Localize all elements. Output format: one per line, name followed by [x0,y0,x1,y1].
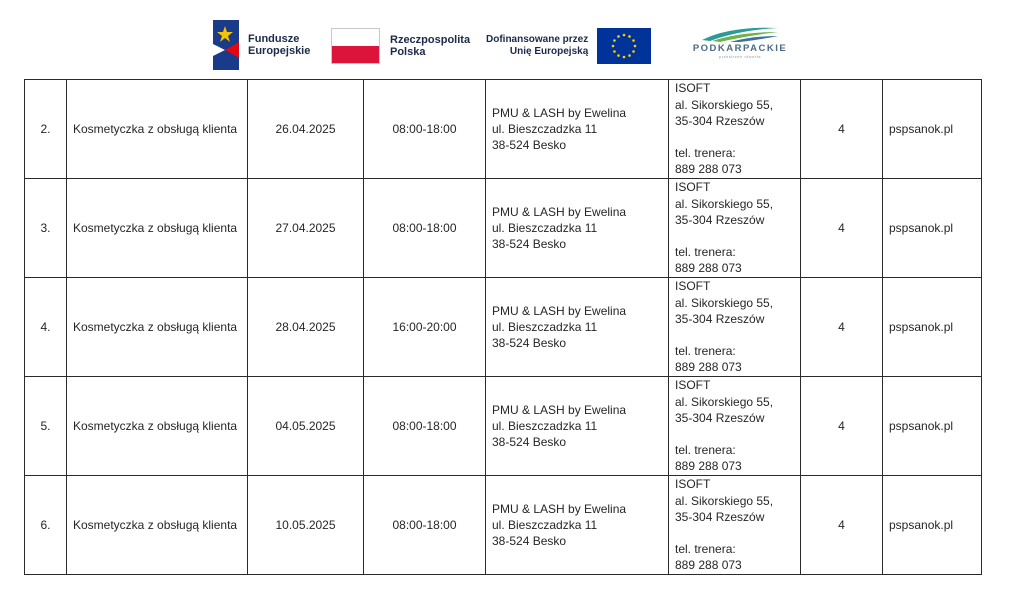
location-line-1: PMU & LASH by Ewelina [492,502,627,516]
row-number: 5. [25,377,67,476]
course-date: 04.05.2025 [248,377,364,476]
course-time: 08:00-18:00 [364,179,486,278]
trainer-street: al. Sikorskiego 55, [675,97,774,112]
eu-star-icon [628,35,631,38]
participant-count: 4 [801,377,883,476]
trainer-phone-label: tel. trenera: [675,146,736,161]
trainer-phone-label: tel. trenera: [675,245,736,260]
course-name: Kosmetyczka z obsługą klienta [67,80,248,179]
trainer-name: ISOFT [675,180,711,195]
location-line-2: ul. Bieszczadzka 11 [492,122,598,136]
fundusze-line-1: Fundusze [248,33,300,45]
trainer-info [669,278,801,377]
table-row [25,476,982,575]
row-number: 4. [25,278,67,377]
trainer-name: ISOFT [675,279,711,294]
fundusze-europejskie-emblem-icon [211,20,241,70]
row-number: 3. [25,179,67,278]
eu-flag-icon [597,28,651,64]
eu-star-icon [628,54,631,57]
trainer-phone: 889 288 073 [675,558,742,573]
course-time: 16:00-20:00 [364,278,486,377]
trainer-name: ISOFT [675,378,711,393]
course-time: 08:00-18:00 [364,80,486,179]
eu-star-icon [613,50,616,53]
fundusze-europejskie-logo [211,20,310,70]
website-link[interactable]: pspsanok.pl [883,278,982,377]
trainer-street: al. Sikorskiego 55, [675,196,774,211]
trainer-street: al. Sikorskiego 55, [675,394,774,409]
podkarpackie-swoosh-icon [700,24,780,42]
location-line-3: 38-524 Besko [492,237,567,251]
location-line-3: 38-524 Besko [492,534,567,548]
course-location [486,179,669,278]
funding-logo-bar [0,0,1024,80]
training-schedule-table [24,79,982,575]
trainer-phone-label: tel. trenera: [675,344,736,359]
eu-star-icon [623,56,626,59]
participant-count: 4 [801,476,883,575]
eu-star-icon [617,54,620,57]
location-line-1: PMU & LASH by Ewelina [492,205,627,219]
course-date: 10.05.2025 [248,476,364,575]
eu-star-icon [632,50,635,53]
unia-europejska-logo [486,28,651,64]
participant-count: 4 [801,179,883,278]
location-line-2: ul. Bieszczadzka 11 [492,419,598,433]
course-date: 26.04.2025 [248,80,364,179]
course-location [486,377,669,476]
website-link[interactable]: pspsanok.pl [883,179,982,278]
location-line-1: PMU & LASH by Ewelina [492,403,627,417]
location-line-2: ul. Bieszczadzka 11 [492,518,598,532]
website-link[interactable]: pspsanok.pl [883,80,982,179]
trainer-phone: 889 288 073 [675,459,742,474]
trainer-city: 35-304 Rzeszów [675,212,765,227]
trainer-phone-label: tel. trenera: [675,443,736,458]
location-line-3: 38-524 Besko [492,138,567,152]
trainer-city: 35-304 Rzeszów [675,410,765,425]
podkarpackie-name: PODKARPACKIE [692,43,788,54]
course-location [486,278,669,377]
trainer-city: 35-304 Rzeszów [675,311,765,326]
participant-count: 4 [801,80,883,179]
trainer-phone: 889 288 073 [675,261,742,276]
ue-line-2: Unię Europejską [509,46,589,57]
participant-count: 4 [801,278,883,377]
trainer-name: ISOFT [675,477,711,492]
table-row [25,278,982,377]
trainer-phone: 889 288 073 [675,360,742,375]
eu-star-icon [613,39,616,42]
trainer-phone: 889 288 073 [675,162,742,177]
location-line-1: PMU & LASH by Ewelina [492,304,627,318]
location-line-3: 38-524 Besko [492,336,567,350]
location-line-2: ul. Bieszczadzka 11 [492,221,598,235]
eu-star-icon [617,35,620,38]
eu-star-icon [632,39,635,42]
podkarpackie-tagline: przestrzeń otwarta [719,54,761,59]
rzeczpospolita-polska-logo [331,28,470,64]
location-line-1: PMU & LASH by Ewelina [492,106,627,120]
fundusze-line-2: Europejskie [248,45,311,57]
polish-flag-icon [331,28,380,64]
trainer-info [669,80,801,179]
trainer-street: al. Sikorskiego 55, [675,493,774,508]
ue-line-1: Dofinansowane przez [486,34,589,45]
table-row [25,377,982,476]
row-number: 2. [25,80,67,179]
course-location [486,476,669,575]
course-name: Kosmetyczka z obsługą klienta [67,278,248,377]
table-row [25,80,982,179]
trainer-city: 35-304 Rzeszów [675,509,765,524]
course-date: 28.04.2025 [248,278,364,377]
course-time: 08:00-18:00 [364,377,486,476]
location-line-2: ul. Bieszczadzka 11 [492,320,598,334]
row-number: 6. [25,476,67,575]
eu-star-icon [612,45,615,48]
course-location [486,80,669,179]
trainer-street: al. Sikorskiego 55, [675,295,774,310]
podkarpackie-logo [690,24,790,59]
website-link[interactable]: pspsanok.pl [883,377,982,476]
trainer-city: 35-304 Rzeszów [675,113,765,128]
course-time: 08:00-18:00 [364,476,486,575]
rzeczpospolita-line-1: Rzeczpospolita [390,34,471,46]
course-name: Kosmetyczka z obsługą klienta [67,476,248,575]
eu-star-icon [623,34,626,37]
course-date: 27.04.2025 [248,179,364,278]
trainer-info [669,377,801,476]
trainer-phone-label: tel. trenera: [675,542,736,557]
course-name: Kosmetyczka z obsługą klienta [67,377,248,476]
trainer-name: ISOFT [675,81,711,96]
trainer-info [669,476,801,575]
rzeczpospolita-line-2: Polska [390,46,426,58]
location-line-3: 38-524 Besko [492,435,567,449]
course-name: Kosmetyczka z obsługą klienta [67,179,248,278]
table-row [25,179,982,278]
eu-star-icon [634,45,637,48]
trainer-info [669,179,801,278]
website-link[interactable]: pspsanok.pl [883,476,982,575]
